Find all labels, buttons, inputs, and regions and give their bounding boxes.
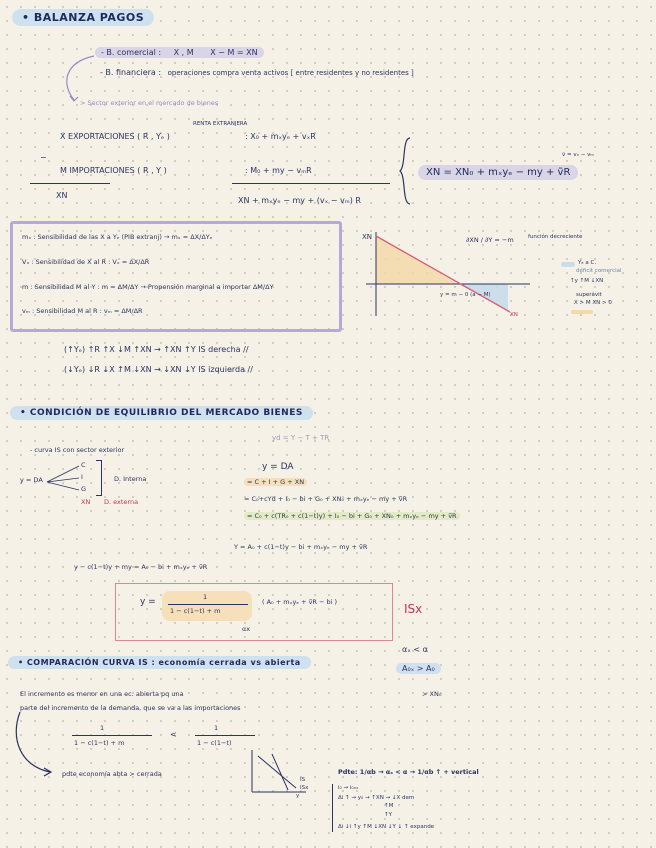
xn-final-eq: XN = XN₀ + mₓyₑ − my + ṽR: [418, 165, 578, 180]
is-label-a: IS: [300, 777, 306, 783]
isx-label: ISx: [404, 602, 423, 616]
note-3: ↑Y: [384, 812, 392, 818]
legend-swatch-orange: [571, 310, 593, 314]
export-eq: : X₀ + mₓyₑ + vₓR: [245, 132, 316, 141]
pdte-note: Pdte: 1/αb → αₓ < α → 1/αb ↑ + vertical: [338, 768, 479, 776]
eq1-text: = C + I + G + XN: [244, 478, 307, 486]
comp-c: C: [81, 461, 86, 469]
interna-label: D. Interna: [114, 475, 147, 483]
comp-xn: XN: [81, 498, 91, 506]
conclusion-text: pdte economía abta > cerrada: [62, 770, 162, 778]
is-label-b: ISx: [300, 785, 309, 791]
def-m: m : Sensibilidad M al Y : m = ΔM/ΔY → Propensión marginal a importar ΔM/ΔY: [22, 283, 274, 291]
externa-label: D. externa: [104, 498, 139, 506]
branch-lines: [45, 462, 85, 502]
slope-note: función decreciente: [528, 234, 583, 240]
import-eq: : M₀ + my − vₘR: [245, 166, 312, 175]
box-fraction-line: [168, 604, 248, 605]
frac-closed-num: 1: [214, 724, 219, 732]
notes-divider: [332, 784, 333, 832]
eq3-text: = C₀ + c(TR₀ + c(1−t)y) + I₀ − bi + G₀ + XN₀ + mₓyₑ − my + ṽR: [244, 512, 460, 520]
box-rhs: ( A₀ + mₓyₑ + ṽR − bi ): [262, 598, 338, 606]
shift-left: (↓Yₑ) ↓R ↓X ↑M ↓XN → ↓XN ↓Y IS izquierda //: [64, 365, 253, 374]
xn-sum: XN + mₓyₑ − my + (vₓ − vₘ) R: [238, 196, 361, 205]
box-num: 1: [203, 593, 208, 601]
section3-heading: • COMPARACIÓN CURVA IS : economía cerrada vs abierta: [8, 656, 311, 669]
note-0: i₀ → i₀ₓₓ: [338, 785, 359, 791]
axis-y-label: y: [296, 793, 300, 799]
curva-is-sub: - curva IS con sector exterior: [30, 446, 125, 454]
xn-label: XN: [56, 191, 68, 200]
note-1: Δi ↑ → y₀ → ↑XN → ↓X dem: [338, 795, 415, 801]
legend-sup: Yₑ a C.: [578, 260, 597, 266]
da-rhs: y = DA: [262, 462, 294, 472]
frac-open-line: [72, 735, 152, 736]
comp-g: G: [81, 485, 87, 493]
title-balanza-pagos: • BALANZA PAGOS: [12, 9, 154, 26]
frac-closed-line: [195, 735, 255, 736]
eq4: Y = A₀ + c(1−t)y − bi + mₓyₑ − my + ṽR: [234, 543, 368, 551]
legend-sup3: ↑y ↑M ↓XN: [570, 278, 604, 284]
bc-comercial-eq: X − M = XN: [210, 48, 258, 57]
xn-line-label: XN: [510, 312, 518, 318]
v-note: ṽ = vₓ − vₘ: [562, 152, 594, 158]
legend-swatch-blue: [561, 262, 575, 267]
frac-open-num: 1: [100, 724, 105, 732]
root-label: y = m − 0 (a − M): [440, 292, 491, 298]
xn-axis-label: XN: [362, 233, 373, 241]
eq1: [244, 478, 307, 486]
bc-financiera-text: operaciones compra venta activos [ entre residentes y no residentes ]: [167, 69, 414, 77]
def-mx: mₓ : Sensibilidad de las X a Yₑ (PIB extranj) → mₓ = ΔX/ΔYₑ: [22, 233, 213, 241]
xno-note: > XN₀: [422, 690, 442, 698]
text-line-2: parte del incremento de la demanda, que se va a las importaciones: [20, 704, 241, 712]
alpha-note: αₓ < α: [402, 645, 428, 654]
box-den: 1 − c(1−t) + m: [170, 607, 221, 615]
legend-sup2: déficit comercial: [576, 268, 622, 274]
renta-extranjera-label: RENTA EXTRANJERA: [193, 121, 248, 127]
legend-def2: X > M XN > 0: [574, 300, 612, 306]
bc-financiera-label: - B. financiera :: [100, 68, 162, 77]
slope-eq: ∂XN / ∂Y = −m: [466, 236, 514, 244]
interna-bracket: [96, 460, 102, 496]
section2-heading: • CONDICIÓN DE EQUILIBRIO DEL MERCADO BIENES: [10, 406, 313, 420]
export-label: X EXPORTACIONES ( R , Yₑ ): [60, 132, 170, 141]
def-vx: Vₓ : Sensibilidad de X al R : Vₓ = ΔX/ΔR: [22, 258, 150, 266]
conclusion-arrow-icon: [10, 708, 60, 778]
brace-icon: [398, 136, 414, 206]
eq5: y − c(1−t)y + my = A₀ − bi + mₓyₑ + ṽR: [74, 563, 208, 571]
eq2: = C₀+cYd + I₀ − bi + G₀ + XN₀ + mₓyₑ − my + ṽR: [244, 495, 408, 503]
note-4: Δi ↓i ↑y ↑M ↓XN ↓Y ↓ ↑ expande: [338, 824, 435, 830]
note-2: ↑M: [384, 803, 394, 809]
minus-sign: −: [40, 153, 47, 162]
bc-comercial-label: [95, 47, 264, 58]
sector-exterior-note: > Sector exterior en el mercado de bienes: [80, 99, 219, 107]
frac-closed-den: 1 − c(1−t): [197, 739, 232, 747]
less-than: <: [170, 730, 177, 739]
comp-i: I: [81, 473, 83, 481]
text-line-1: El incremento es menor en una ec. abierta pq una: [20, 690, 184, 698]
legend-def: superávit: [576, 292, 602, 298]
import-label: M IMPORTACIONES ( R , Y ): [60, 166, 167, 175]
shift-right: (↑Yₑ) ↑R ↑X ↓M ↑XN → ↑XN ↑Y IS derecha //: [64, 345, 249, 354]
def-vm: vₘ : Sensibilidad M al R : vₘ = ΔM/ΔR: [22, 307, 143, 315]
y-da-left: y = DA: [20, 476, 43, 484]
box-alpha: αx: [242, 625, 251, 633]
bc-comercial-text: - B. comercial :: [101, 48, 162, 57]
isx-box: [115, 583, 393, 641]
bc-financiera: [100, 68, 414, 77]
eq3: [244, 512, 460, 520]
xn-sum-underline: [232, 183, 390, 184]
yd-note: yd = Y − T + TR: [272, 434, 330, 442]
xn-underline: [30, 183, 110, 184]
frac-open-den: 1 − c(1−t) + m: [74, 739, 125, 747]
box-y: y =: [140, 597, 156, 607]
aox-note: A₀ₓ > A₀: [396, 663, 441, 674]
bc-comercial-vars: X , M: [173, 48, 194, 57]
